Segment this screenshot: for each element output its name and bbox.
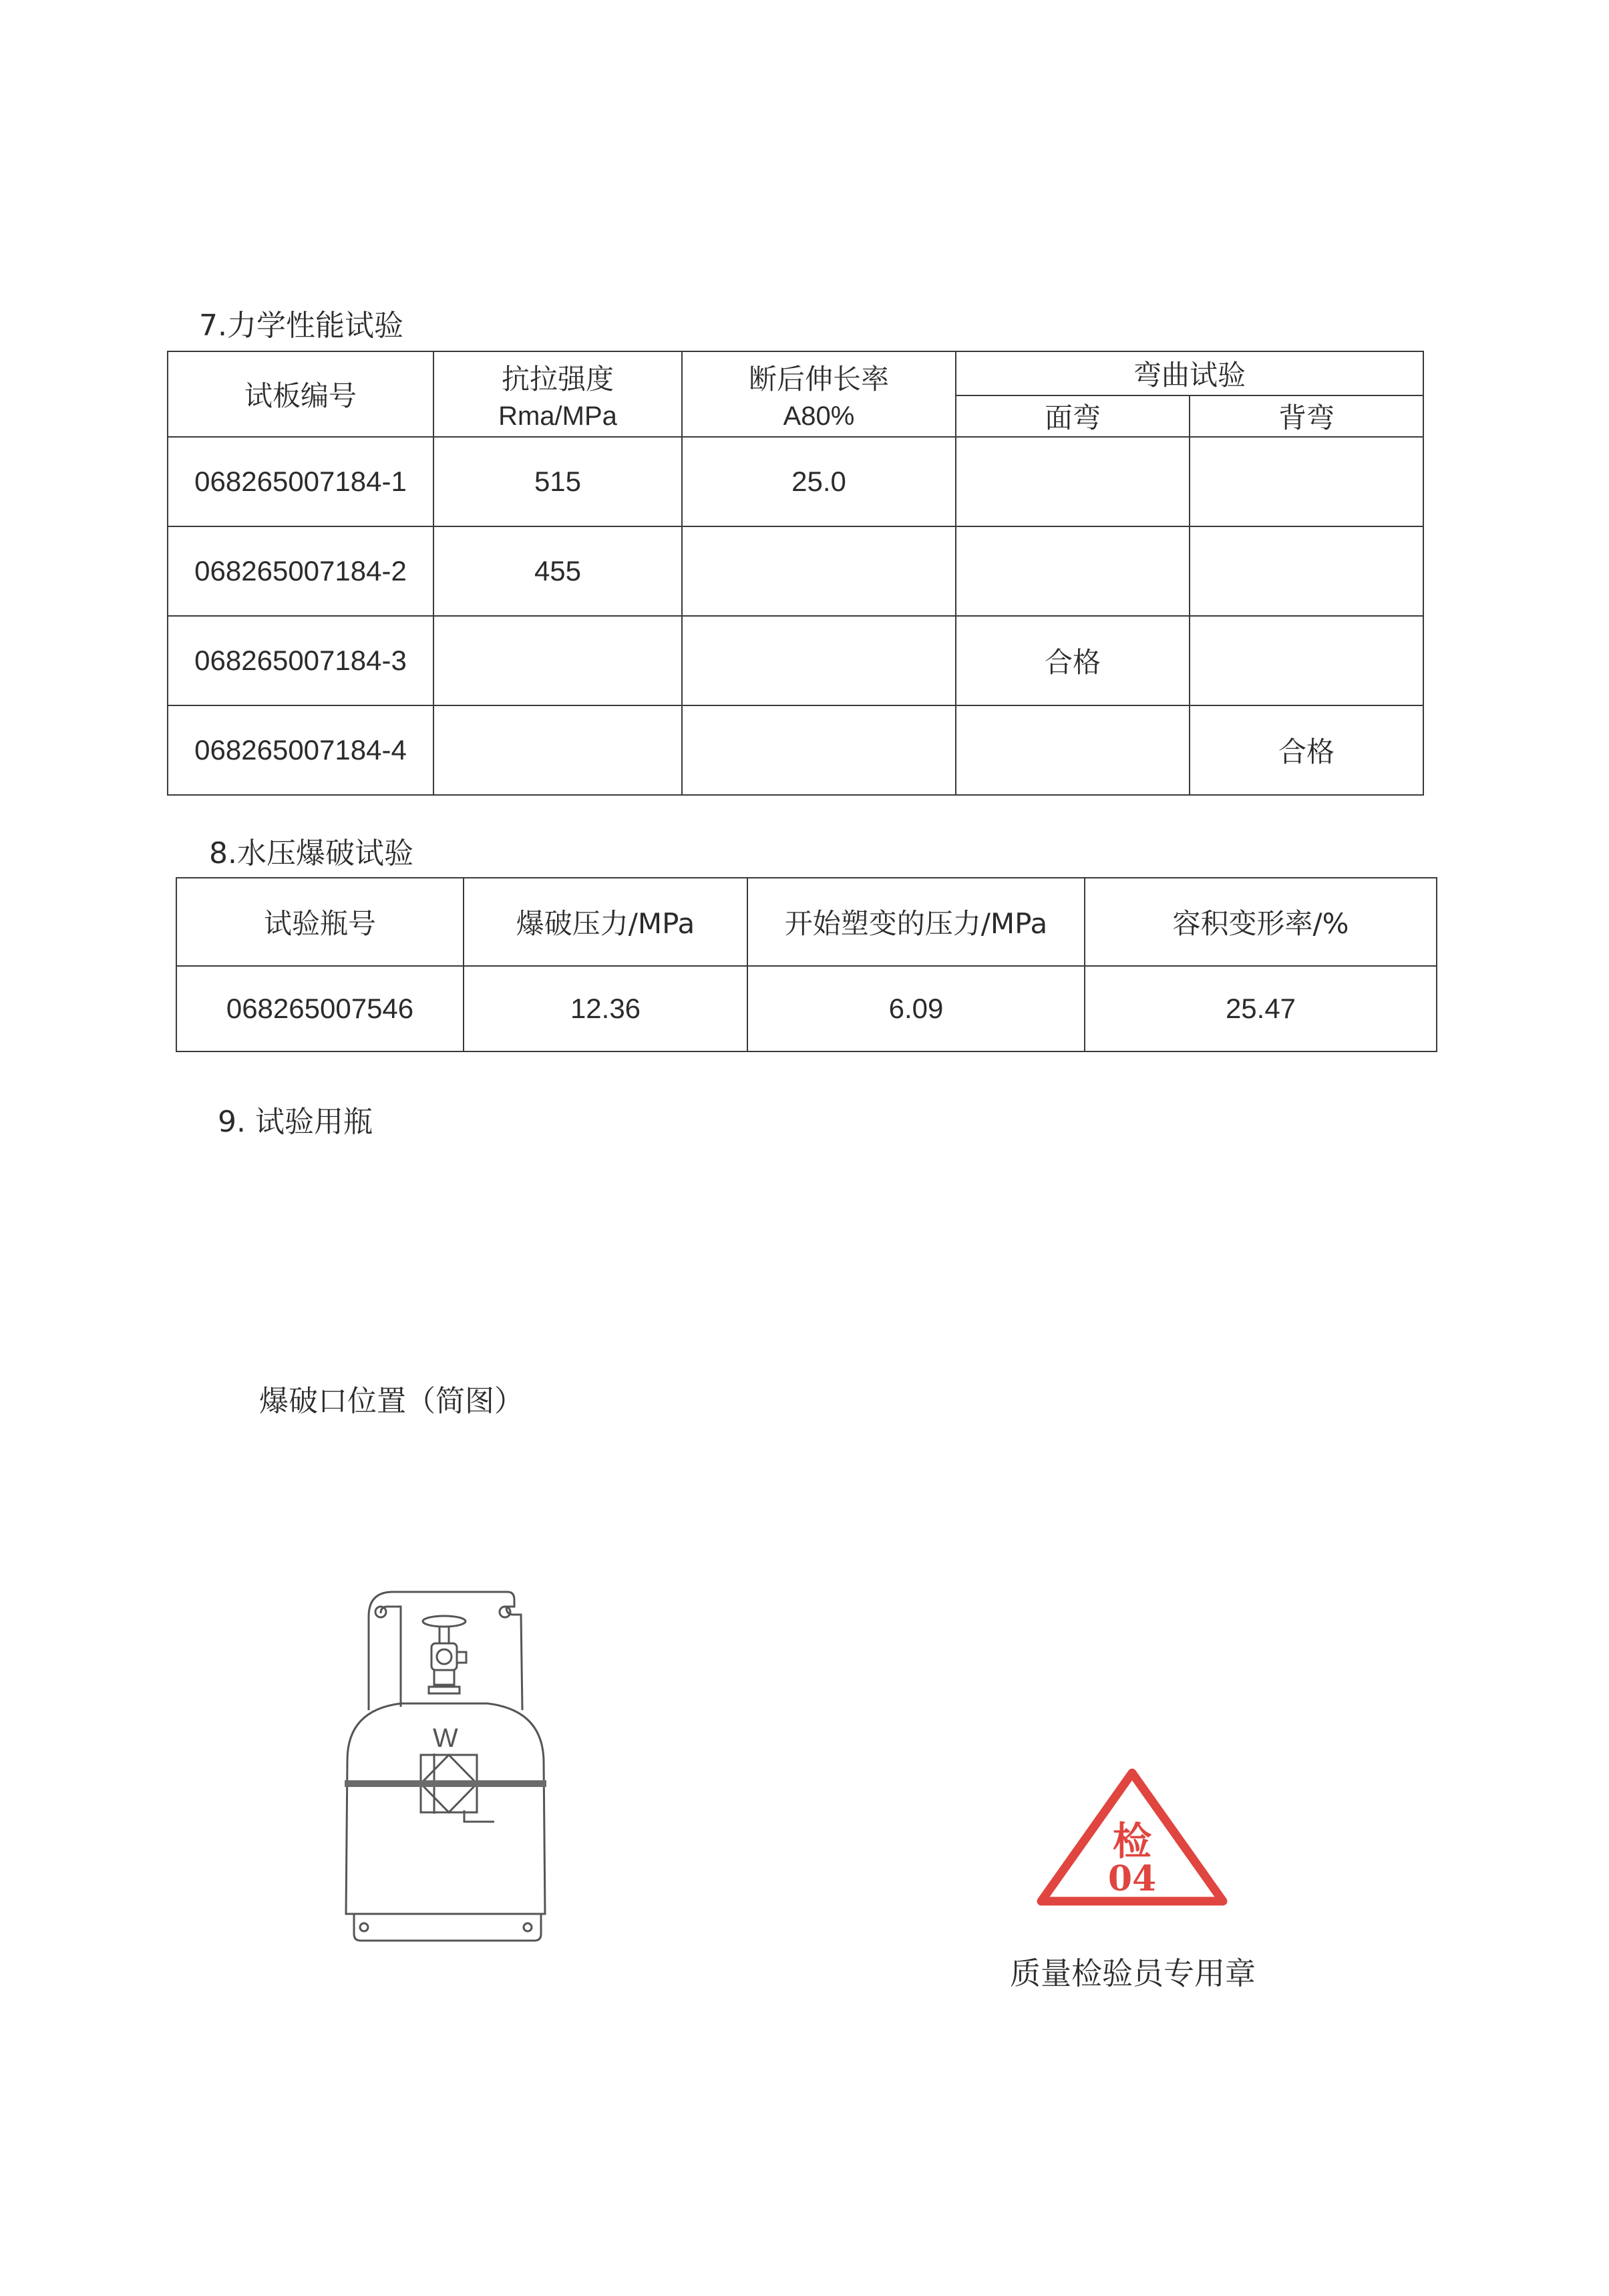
- tensile-cell: [433, 616, 682, 705]
- face-bend-cell: [956, 705, 1190, 795]
- elongation-cell: [682, 705, 956, 795]
- header-elongation-label: 断后伸长率: [748, 362, 889, 395]
- face-bend-cell: 合格: [956, 616, 1190, 705]
- header-tensile-unit: Rma/MPa: [498, 401, 617, 431]
- plate-id-cell: 068265007184-3: [168, 616, 433, 705]
- back-bend-cell: [1190, 437, 1423, 526]
- table-row: [168, 526, 1423, 616]
- header-burst-pressure: 爆破压力/MPa: [464, 878, 747, 966]
- table-row: [168, 616, 1423, 705]
- stamp-caption: 质量检验员专用章: [1010, 1955, 1256, 1991]
- burst-location-label: 爆破口位置（简图）: [259, 1384, 524, 1418]
- gas-cylinder-sketch: [334, 1580, 581, 1947]
- weld-mark-label: W: [433, 1724, 458, 1753]
- header-plate-no: 试板编号: [168, 351, 433, 437]
- table-row: [168, 705, 1423, 795]
- back-bend-cell: [1190, 616, 1423, 705]
- table-header-row: [168, 351, 1423, 395]
- burst-pressure-cell: 12.36: [464, 966, 747, 1051]
- table-row: [176, 966, 1437, 1051]
- header-back-bend: 背弯: [1190, 395, 1423, 437]
- header-tensile: [433, 351, 682, 437]
- table-row: [168, 437, 1423, 526]
- header-tensile-label: 抗拉强度: [501, 362, 614, 395]
- section-7-title: 7.力学性能试验: [199, 309, 403, 343]
- volume-deformation-cell: 25.47: [1085, 966, 1437, 1051]
- back-bend-cell: [1190, 526, 1423, 616]
- elongation-cell: 25.0: [682, 437, 956, 526]
- tensile-cell: [433, 705, 682, 795]
- mechanical-test-table: [167, 351, 1424, 796]
- plate-id-cell: 068265007184-2: [168, 526, 433, 616]
- back-bend-cell: 合格: [1190, 705, 1423, 795]
- bottle-no-cell: 068265007546: [176, 966, 464, 1051]
- plate-id-cell: 068265007184-1: [168, 437, 433, 526]
- header-yield-pressure: 开始塑变的压力/MPa: [747, 878, 1085, 966]
- header-face-bend: 面弯: [956, 395, 1190, 437]
- elongation-cell: [682, 526, 956, 616]
- header-elongation-unit: A80%: [783, 401, 855, 431]
- stamp-number: 04: [1107, 1858, 1157, 1899]
- yield-pressure-cell: 6.09: [747, 966, 1085, 1051]
- section-8-title: 8.水压爆破试验: [209, 836, 413, 870]
- face-bend-cell: [956, 437, 1190, 526]
- section-9-title: 9. 试验用瓶: [218, 1105, 373, 1139]
- inspection-stamp: [1032, 1764, 1232, 1914]
- stamp-char: 检: [1112, 1818, 1152, 1864]
- elongation-cell: [682, 616, 956, 705]
- header-volume-deformation: 容积变形率/%: [1085, 878, 1437, 966]
- burst-test-table: [176, 877, 1437, 1052]
- header-bottle-no: 试验瓶号: [176, 878, 464, 966]
- header-bend: 弯曲试验: [956, 351, 1423, 395]
- tensile-cell: 455: [433, 526, 682, 616]
- tensile-cell: 515: [433, 437, 682, 526]
- table-header-row: [176, 878, 1437, 966]
- plate-id-cell: 068265007184-4: [168, 705, 433, 795]
- header-elongation: [682, 351, 956, 437]
- weld-seam: [345, 1780, 546, 1787]
- face-bend-cell: [956, 526, 1190, 616]
